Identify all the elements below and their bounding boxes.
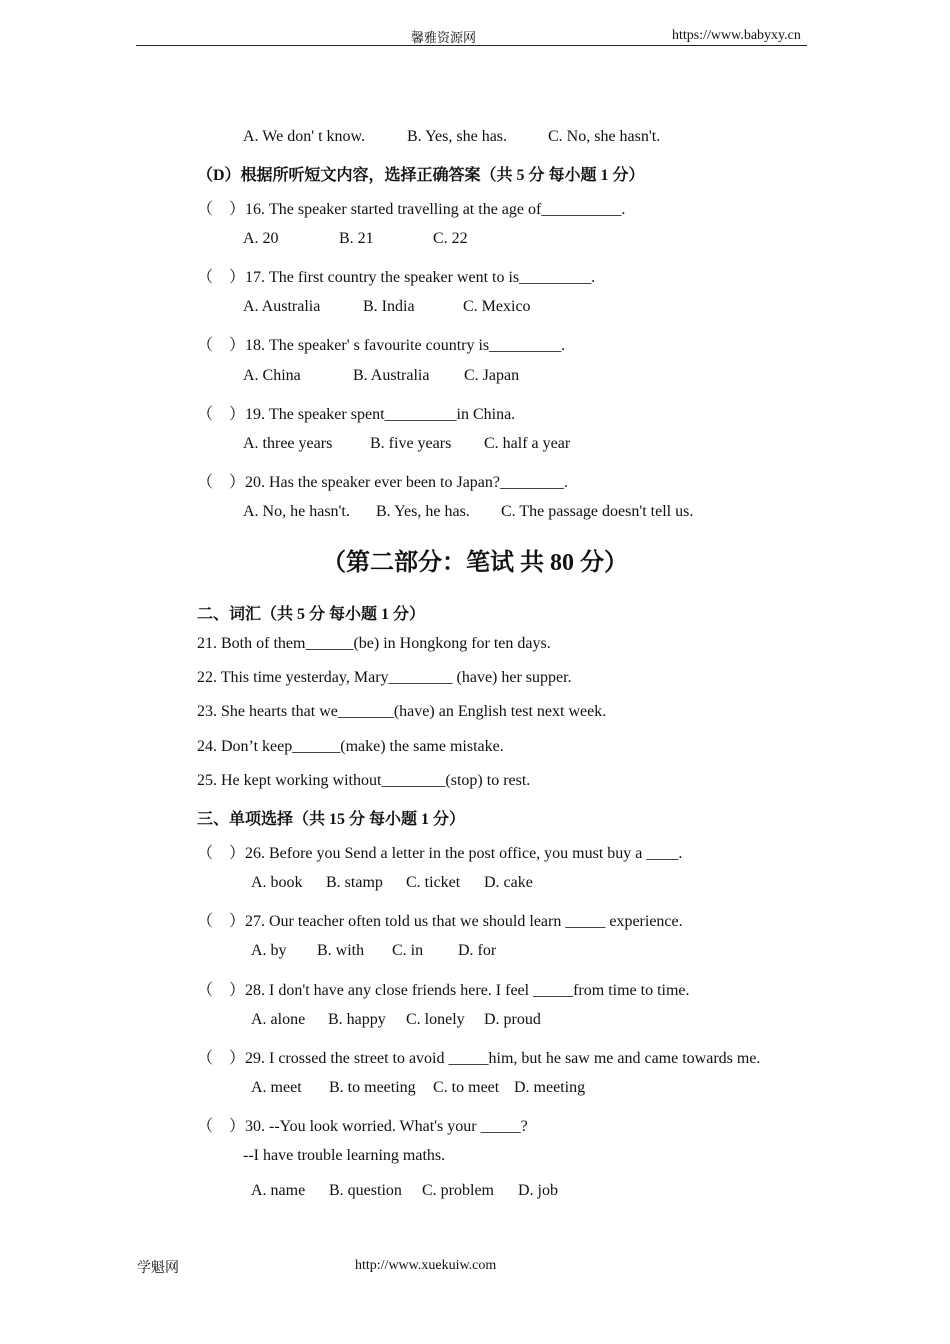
q29-option-d: D. meeting bbox=[514, 1079, 586, 1096]
q29-option-a: A. meet bbox=[251, 1079, 302, 1096]
q18-option-a: A. China bbox=[243, 367, 301, 384]
q30-option-c: C. problem bbox=[422, 1182, 494, 1199]
q26-option-b: B. stamp bbox=[326, 874, 383, 891]
q28-option-c: C. lonely bbox=[406, 1011, 465, 1028]
question-26-stem: （ ）26. Before you Send a letter in the post office, you must buy a ____. bbox=[197, 845, 683, 862]
q30-option-b: B. question bbox=[329, 1182, 402, 1199]
vocab-section-title: 二、词汇（共 5 分 每小题 1 分） bbox=[197, 606, 426, 623]
q27-option-b: B. with bbox=[317, 942, 365, 959]
q28-option-b: B. happy bbox=[328, 1011, 386, 1028]
header-divider bbox=[136, 45, 807, 46]
q30-option-d: D. job bbox=[518, 1182, 558, 1199]
q19-option-c: C. half a year bbox=[484, 435, 571, 452]
vocab-item-22: 22. This time yesterday, Mary________ (have) her supper. bbox=[197, 669, 572, 686]
question-28-stem: （ ）28. I don't have any close friends here. I feel _____from time to time. bbox=[197, 982, 690, 999]
q15-option-c: C. No, she hasn't. bbox=[548, 128, 661, 145]
q28-option-d: D. proud bbox=[484, 1011, 541, 1028]
header-site-name: 馨雅资源网 bbox=[411, 30, 477, 45]
footer-site-name: 学魁网 bbox=[137, 1261, 179, 1276]
q18-option-b: B. Australia bbox=[353, 367, 430, 384]
question-30-stem: （ ）30. --You look worried. What's your _____? bbox=[197, 1118, 528, 1135]
q17-option-a: A. Australia bbox=[243, 298, 321, 315]
q26-option-d: D. cake bbox=[484, 874, 533, 891]
q17-option-b: B. India bbox=[363, 298, 415, 315]
q26-option-c: C. ticket bbox=[406, 874, 461, 891]
question-19-stem: （ ）19. The speaker spent_________in China. bbox=[197, 406, 516, 423]
q16-option-b: B. 21 bbox=[339, 230, 374, 247]
part-two-title: （第二部分：笔试 共 80 分） bbox=[322, 550, 628, 576]
q18-option-c: C. Japan bbox=[464, 367, 520, 384]
q28-option-a: A. alone bbox=[251, 1011, 306, 1028]
q27-option-a: A. by bbox=[251, 942, 287, 959]
q26-option-a: A. book bbox=[251, 874, 303, 891]
q16-option-a: A. 20 bbox=[243, 230, 279, 247]
q15-option-a: A. We don' t know. bbox=[243, 128, 366, 145]
q20-option-a: A. No, he hasn't. bbox=[243, 503, 350, 520]
question-20-stem: （ ）20. Has the speaker ever been to Japan?________. bbox=[197, 474, 569, 491]
question-18-stem: （ ）18. The speaker' s favourite country is_________. bbox=[197, 337, 566, 354]
q19-option-a: A. three years bbox=[243, 435, 333, 452]
question-30-dialogue: --I have trouble learning maths. bbox=[243, 1147, 446, 1164]
q27-option-c: C. in bbox=[392, 942, 424, 959]
q15-option-b: B. Yes, she has. bbox=[407, 128, 508, 145]
question-16-stem: （ ）16. The speaker started travelling at the age of__________. bbox=[197, 201, 626, 218]
section-d-title: （D）根据所听短文内容，选择正确答案（共 5 分 每小题 1 分） bbox=[197, 167, 645, 184]
vocab-item-24: 24. Don’t keep______(make) the same mistake. bbox=[197, 738, 504, 755]
q29-option-c: C. to meet bbox=[433, 1079, 500, 1096]
q30-option-a: A. name bbox=[251, 1182, 306, 1199]
q29-option-b: B. to meeting bbox=[329, 1079, 416, 1096]
single-choice-section-title: 三、单项选择（共 15 分 每小题 1 分） bbox=[197, 811, 466, 828]
q16-option-c: C. 22 bbox=[433, 230, 468, 247]
question-27-stem: （ ）27. Our teacher often told us that we should learn _____ experience. bbox=[197, 913, 683, 930]
q27-option-d: D. for bbox=[458, 942, 497, 959]
q19-option-b: B. five years bbox=[370, 435, 452, 452]
question-17-stem: （ ）17. The first country the speaker went to is_________. bbox=[197, 269, 596, 286]
vocab-item-23: 23. She hearts that we_______(have) an English test next week. bbox=[197, 703, 607, 720]
footer-url[interactable]: http://www.xuekuiw.com bbox=[355, 1258, 497, 1273]
q20-option-b: B. Yes, he has. bbox=[376, 503, 470, 520]
vocab-item-21: 21. Both of them______(be) in Hongkong for ten days. bbox=[197, 635, 551, 652]
header-url[interactable]: https://www.babyxy.cn bbox=[672, 28, 801, 43]
question-29-stem: （ ）29. I crossed the street to avoid _____him, but he saw me and came towards me. bbox=[197, 1050, 761, 1067]
vocab-item-25: 25. He kept working without________(stop) to rest. bbox=[197, 772, 531, 789]
q20-option-c: C. The passage doesn't tell us. bbox=[501, 503, 694, 520]
q17-option-c: C. Mexico bbox=[463, 298, 531, 315]
